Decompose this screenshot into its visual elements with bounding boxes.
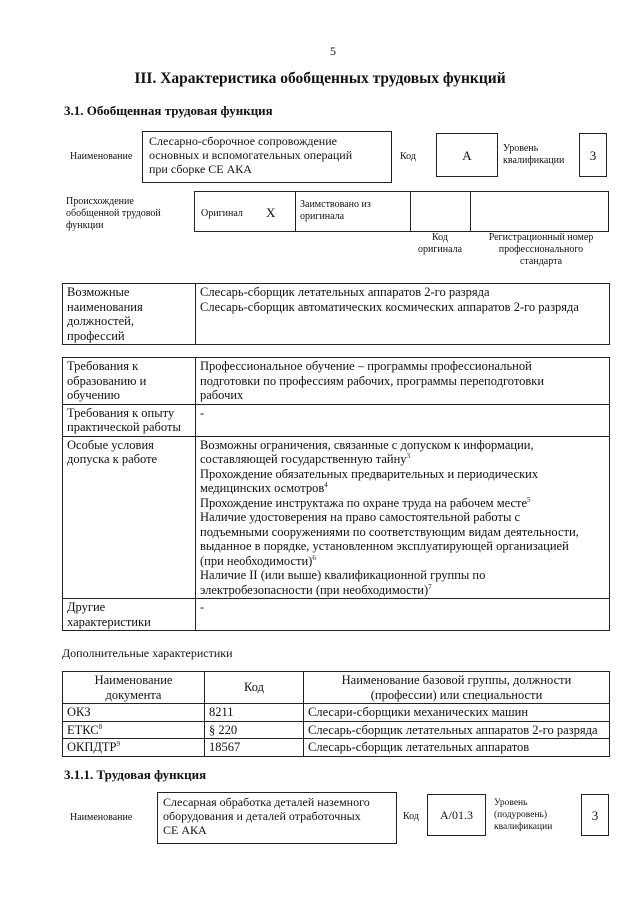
special-item: Возможны ограничения, связанные с допуском к информации, составляющей государственную тайну$^3$ [200,437,534,466]
otf-code-label: Код [400,151,416,162]
code-original-caption: Код оригинала [417,232,463,255]
requirements-table [62,357,610,631]
header-doc: Наименование документа [63,672,205,704]
positions-values: Слесарь-сборщик летательных аппаратов 2-го разряда Слесарь-сборщик автоматических космических аппаратов 2-го разряда [196,284,610,345]
origin-table [194,191,609,232]
origin-divider-2 [410,191,411,232]
tf-title: 3.1.1. Трудовая функция [64,767,207,782]
otf-code-box: А [436,133,498,177]
otf-level-box: 3 [579,133,607,177]
table-row [63,704,610,722]
education-label: Требования к образованию и обучению [63,358,196,405]
positions-label: Возможные наименования должностей, профессий [63,284,196,345]
other-label: Другие характеристики [63,599,196,631]
table-row [63,739,610,757]
row-name: Слесари-сборщики механических машин [304,704,610,722]
original-label: Оригинал [201,208,243,219]
experience-label: Требования к опыту практической работы [63,404,196,436]
other-value: - [196,599,610,631]
row-name: Слесарь-сборщик летательных аппаратов 2-го разряда [304,721,610,739]
special-values [196,436,610,599]
tf-name-box: Слесарная обработка деталей наземного оборудования и деталей отработочных СЕ АКА [157,792,397,844]
otf-name-label: Наименование [70,151,133,162]
origin-divider-3 [470,191,471,232]
page-number: 5 [330,44,336,58]
row-code: 18567 [205,739,304,757]
otf-level-label: Уровень квалификации [503,143,565,166]
additional-table [62,671,610,757]
special-item: Прохождение инструктажа по охране труда на рабочем месте$^5$ [200,495,531,510]
tf-code-box: А/01.3 [427,794,486,836]
special-item: Наличие удостоверения на право самостоятельной работы с подъемными сооружениями по соответствующим видам деятельности, выданное в порядке, установленном эксплуатирующей организацией (при необходимости)$^6$ [200,510,579,568]
header-code: Код [205,672,304,704]
tf-code-label: Код [403,811,419,822]
original-mark: X [266,205,276,220]
row-doc: ОКЗ [63,704,205,722]
origin-divider-1 [295,191,296,232]
subsection-title: 3.1. Обобщенная трудовая функция [64,103,273,118]
tf-level-label: Уровень (подуровень) квалификации [494,798,553,832]
row-doc: ЕТКС$^8$ [63,721,205,739]
header-base: Наименование базовой группы, должности (профессии) или специальности [304,672,610,704]
row-code: 8211 [205,704,304,722]
row-doc: ОКПДТР$^9$ [63,739,205,757]
section-title: III. Характеристика обобщенных трудовых функций [134,70,506,87]
table-row [63,721,610,739]
borrowed-label: Заимствовано из оригинала [300,199,371,222]
reg-number-caption: Регистрационный номер профессионального стандарта [488,232,594,267]
row-code: § 220 [205,721,304,739]
tf-name-label: Наименование [70,812,133,823]
education-value: Профессиональное обучение – программы профессиональной подготовки по профессиям рабочих, программы переподготовки рабочих [196,358,610,405]
special-label: Особые условия допуска к работе [63,436,196,599]
special-item: Прохождение обязательных предварительных и периодических медицинских осмотров$^4$ [200,466,539,495]
origin-label: Происхождение обобщенной трудовой функции [66,196,161,231]
additional-title: Дополнительные характеристики [62,646,233,660]
experience-value: - [196,404,610,436]
special-item: Наличие II (или выше) квалификационной группы по электробезопасности (при необходимости)$^7$ [200,568,486,597]
tf-level-box: 3 [581,794,609,836]
positions-table [62,283,610,345]
otf-name-box: Слесарно-сборочное сопровождение основных и вспомогательных операций при сборке СЕ АКА [142,131,392,183]
row-name: Слесарь-сборщик летательных аппаратов [304,739,610,757]
